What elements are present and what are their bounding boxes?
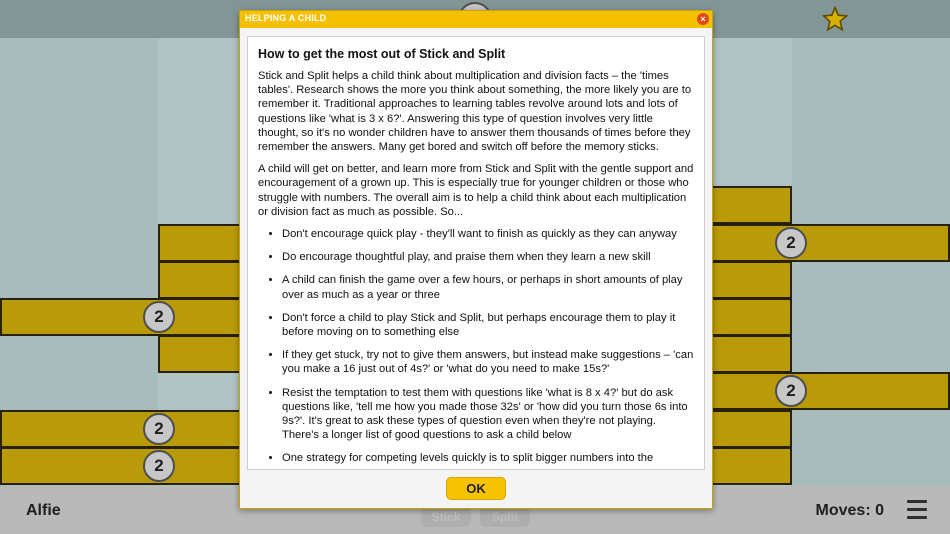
ok-button[interactable]: OK <box>446 477 506 500</box>
dialog-heading: How to get the most out of Stick and Split <box>258 47 506 61</box>
list-item: • Do encourage thoughtful play, and praise them when they learn a new skill <box>282 250 694 264</box>
number-tile[interactable]: 2 <box>775 227 807 259</box>
list-item: • If they get stuck, try not to give them answers, but instead make suggestions – 'can you make a 16 just out of 4s?' or 'what do you need to make 15s?' <box>282 348 694 376</box>
list-item: • Don't encourage quick play - they'll want to finish as quickly as they can anyway <box>282 227 694 241</box>
tips-list <box>258 227 694 466</box>
player-name: Alfie <box>26 502 61 519</box>
list-item: • Resist the temptation to test them with questions like 'what is 8 x 4?' but do ask questions like, 'tell me how you made those 32s' or 'how did you turn those 6s into 9s?'. It's great to ask these types of question even when they're not playing. There's a longer list of good questions to ask a child below <box>282 386 694 443</box>
list-item: • A child can finish the game over a few hours, or perhaps in short amounts of play over as much as a year or three <box>282 273 694 301</box>
paragraph: A child will get on better, and learn more from Stick and Split with the gentle support and encouragement of a grown up. This is especially true for younger children or those who struggle with numbers. The overall aim is to help a child think about each multiplication or division fact as much as possible. So... <box>258 163 694 218</box>
dialog-header <box>240 11 712 28</box>
list-item: • One strategy for competing levels quickly is to split bigger numbers into the <box>282 451 694 465</box>
paragraph: Stick and Split helps a child think about multiplication and division facts – the 'times tables'. Research shows the more you think about something, the more likely you are to remember it. Traditional approaches to learning tables revolve around lots and lots of questions like 'what is 3 x 6?'. Answering this type of question involves very little thought, so it's no wonder children have to answer them thousands of times before they remember the answers. Many get bored and switch off before the memory sticks. <box>258 70 692 154</box>
list-item: • Don't force a child to play Stick and Split, but perhaps encourage them to play it before moving on to something else <box>282 311 694 339</box>
help-dialog <box>239 10 713 509</box>
dialog-title: HELPING A CHILD <box>245 13 327 23</box>
dialog-content-scroll[interactable] <box>247 36 705 470</box>
number-tile[interactable]: 2 <box>143 301 175 333</box>
split-button[interactable]: Split <box>480 507 530 527</box>
moves-counter: Moves: 0 <box>815 502 884 519</box>
number-tile[interactable]: 2 <box>143 413 175 445</box>
close-icon[interactable]: × <box>697 13 709 25</box>
stick-button[interactable]: Stick <box>421 507 471 527</box>
number-tile[interactable]: 2 <box>775 375 807 407</box>
number-tile[interactable]: 2 <box>143 450 175 482</box>
